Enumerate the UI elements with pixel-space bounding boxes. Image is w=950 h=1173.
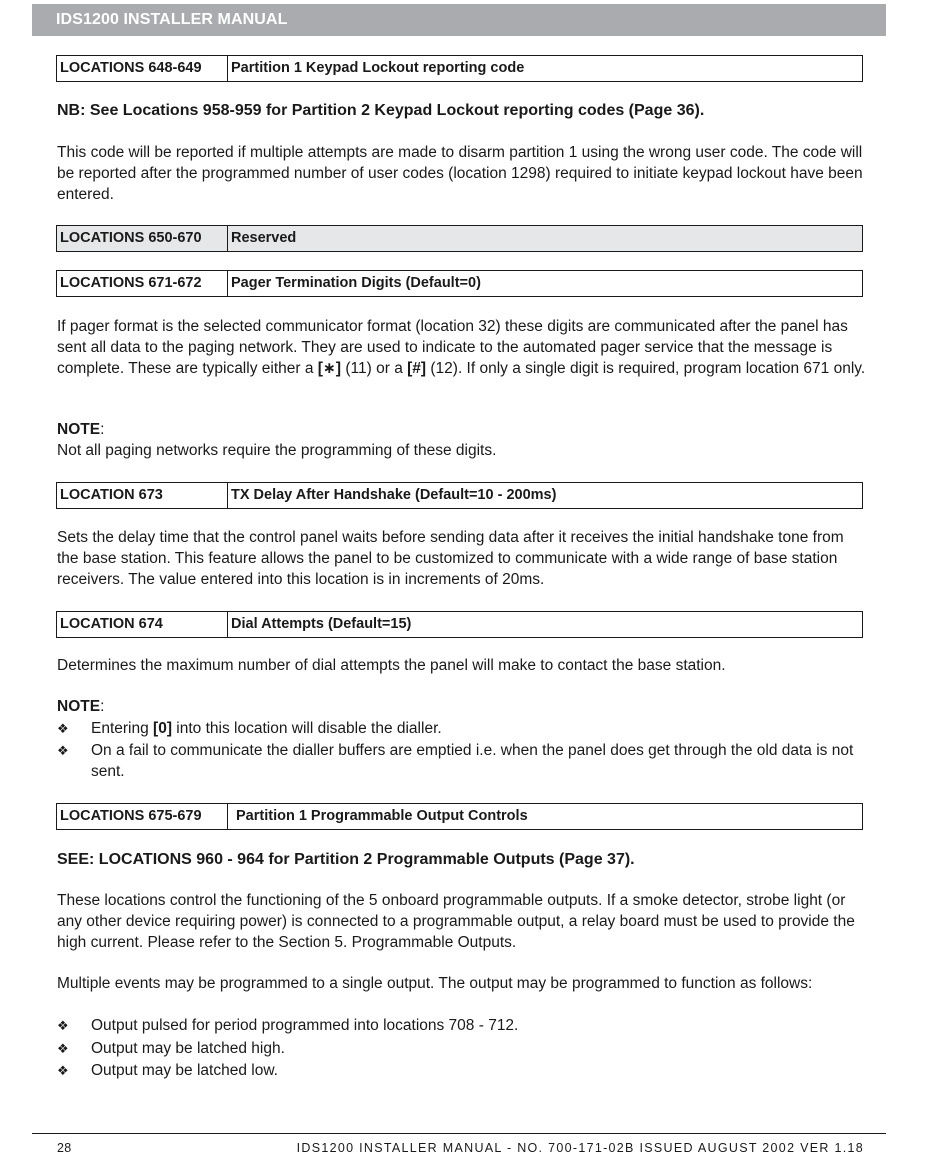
note-colon: : [100,698,105,715]
bullet-item [57,718,867,739]
see-note: SEE: LOCATIONS 960 - 964 for Partition 2 Programmable Outputs (Page 37). [57,851,635,868]
location-title: TX Delay After Handshake (Default=10 - 200ms) [231,487,557,503]
location-box-675 [56,803,863,830]
header-bar [32,4,886,36]
location-title: Partition 1 Keypad Lockout reporting code [231,60,525,76]
location-box-674 [56,611,863,638]
paragraph-675a: These locations control the functioning of the 5 onboard programmable outputs. If a smoke detector, strobe light (or any other device requiring power) is connected to a programmable output, a relay board must be used to provide the high current. Please refer to the Section 5. Programmable Outputs. [57,892,855,951]
list-item [57,1060,867,1081]
paragraph-671 [57,316,867,379]
location-box-673 [56,482,863,509]
bullet-item [57,740,867,782]
hash-key: [#] [407,360,427,377]
star-key: [∗] [317,360,342,377]
bullet-text: On a fail to communicate the dialler buffers are emptied i.e. when the panel does get through the old data is not sent. [91,742,854,780]
footer-rule [32,1133,886,1134]
location-number: LOCATIONS 650-670 [57,226,228,251]
note-label: NOTE [57,421,101,438]
header-title: IDS1200 INSTALLER MANUAL [56,11,288,28]
list-item-text: Output pulsed for period programmed into locations 708 - 712. [91,1017,519,1034]
diamond-bullet-icon: ❖ [57,743,69,758]
note-text: Not all paging networks require the programming of these digits. [57,442,497,459]
location-box-648 [56,55,863,82]
paragraph-text: (11) or a [341,360,408,377]
paragraph-text: (12). If only a single digit is required, program location 671 only. [426,360,866,377]
diamond-bullet-icon: ❖ [57,1018,69,1033]
location-title: Partition 1 Programmable Output Controls [236,808,528,824]
paragraph-673: Sets the delay time that the control panel waits before sending data after it receives the initial handshake tone from the base station. This feature allows the panel to be customized to communicate with a wide range of base station receivers. The value entered into this location is in increments of 20ms. [57,529,844,588]
note-colon: : [100,421,105,438]
paragraph-674: Determines the maximum number of dial attempts the panel will make to contact the base station. [57,657,726,674]
note-label-2 [57,696,867,717]
paragraph-648: This code will be reported if multiple attempts are made to disarm partition 1 using the wrong user code. The code will be reported after the programmed number of user codes (location 1298) required to initiate keypad lockout have been entered. [57,144,863,203]
location-title: Pager Termination Digits (Default=0) [231,275,481,291]
list-item [57,1038,867,1059]
bullet-text: Entering [0] into this location will disable the dialler. [91,720,442,737]
page-number: 28 [57,1141,72,1155]
paragraph-675b: Multiple events may be programmed to a single output. The output may be programmed to function as follows: [57,975,813,992]
location-title: Dial Attempts (Default=15) [231,616,412,632]
list-item-text: Output may be latched low. [91,1062,278,1079]
nb-note: NB: See Locations 958-959 for Partition 2 Keypad Lockout reporting codes (Page 36). [57,102,705,119]
note-block-1 [57,419,867,461]
location-title: Reserved [231,230,297,246]
location-box-650 [56,225,863,252]
location-number: LOCATIONS 648-649 [57,56,228,81]
paragraph-text: If pager format is the selected communicator format (location 32) these digits are communicated after the panel has sent all data to the paging network. They are used to indicate to the automated pager service that the message is complete. These are typically either a [57,318,848,377]
location-number: LOCATION 673 [57,483,228,508]
note-label: NOTE [57,698,101,715]
location-box-671 [56,270,863,297]
diamond-bullet-icon: ❖ [57,1063,69,1078]
location-number: LOCATIONS 671-672 [57,271,228,296]
zero-key: [0] [153,720,172,737]
list-item-text: Output may be latched high. [91,1040,285,1057]
diamond-bullet-icon: ❖ [57,721,69,736]
list-item [57,1015,867,1036]
location-number: LOCATION 674 [57,612,228,637]
location-number: LOCATIONS 675-679 [57,804,228,829]
footer-text: IDS1200 INSTALLER MANUAL - NO. 700-171-02B ISSUED AUGUST 2002 VER 1.18 [296,1141,864,1155]
diamond-bullet-icon: ❖ [57,1041,69,1056]
